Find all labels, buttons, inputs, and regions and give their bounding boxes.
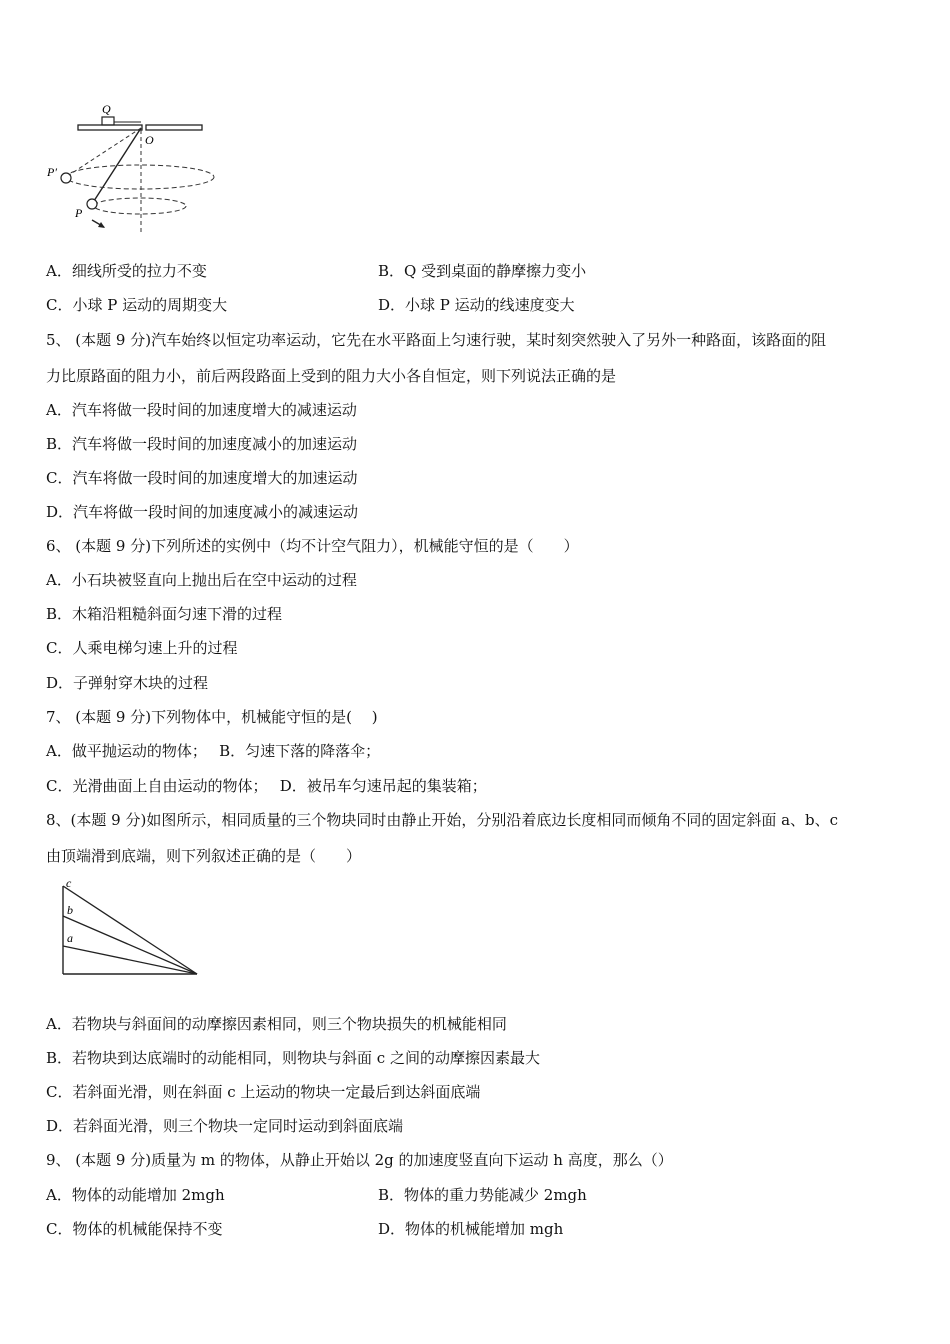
incline-b (63, 916, 197, 974)
ball-p (87, 199, 97, 209)
q9-option-d: D．物体的机械能增加 mgh (378, 1220, 564, 1238)
conical-pendulum-figure (44, 100, 224, 235)
incline-a (63, 946, 197, 974)
q7-options-cd: C．光滑曲面上自由运动的物体； D．被吊车匀速吊起的集装箱； (46, 777, 487, 795)
q6-option-c: C．人乘电梯匀速上升的过程 (46, 639, 238, 657)
q5-option-d: D．汽车将做一段时间的加速度减小的减速运动 (46, 503, 359, 521)
label-c: c (66, 876, 72, 890)
q9-stem: 9、 (本题 9 分)质量为 m 的物体，从静止开始以 2g 的加速度竖直向下运动 h 高度，那么（） (46, 1151, 673, 1169)
q4-option-b: B．Q 受到桌面的静摩擦力变小 (378, 262, 587, 280)
q5-option-c: C．汽车将做一段时间的加速度增大的加速运动 (46, 469, 358, 487)
q8-option-d: D．若斜面光滑，则三个物块一定同时运动到斜面底端 (46, 1117, 404, 1135)
q9-option-a: A．物体的动能增加 2mgh (46, 1186, 225, 1204)
string-to-p (92, 128, 141, 204)
label-o: O (145, 133, 154, 147)
label-p: P (75, 206, 83, 220)
table-top-left (78, 125, 142, 130)
string-to-p-prime (66, 128, 141, 177)
q5-option-b: B．汽车将做一段时间的加速度减小的加速运动 (46, 435, 358, 453)
q7-options-ab: A．做平抛运动的物体； B．匀速下落的降落伞； (46, 742, 381, 760)
orbit-upper (66, 165, 214, 189)
motion-arrow-head (98, 222, 105, 228)
q5-stem-line2: 力比原路面的阻力小，前后两段路面上受到的阻力大小各自恒定，则下列说法正确的是 (46, 367, 617, 385)
q9-option-b: B．物体的重力势能减少 2mgh (378, 1186, 587, 1204)
q6-stem: 6、 (本题 9 分)下列所述的实例中（均不计空气阻力），机械能守恒的是（ ） (46, 537, 579, 555)
q6-option-d: D．子弹射穿木块的过程 (46, 674, 209, 692)
q8-option-a: A．若物块与斜面间的动摩擦因素相同，则三个物块损失的机械能相同 (46, 1015, 507, 1033)
q4-option-a: A．细线所受的拉力不变 (46, 262, 207, 280)
q8-option-b: B．若物块到达底端时的动能相同，则物块与斜面 c 之间的动摩擦因素最大 (46, 1049, 540, 1067)
block-q (102, 117, 114, 125)
label-b: b (67, 903, 73, 917)
q8-stem-line2: 由顶端滑到底端，则下列叙述正确的是（ ） (46, 847, 362, 865)
inclines-figure (55, 876, 205, 981)
q5-stem-line1: 5、 (本题 9 分)汽车始终以恒定功率运动，它先在水平路面上匀速行驶，某时刻突然驶入了另外一种路面，该路面的阻 (46, 331, 827, 349)
label-p-prime: P′ (47, 165, 57, 179)
q8-stem-line1: 8、(本题 9 分)如图所示，相同质量的三个物块同时由静止开始，分别沿着底边长度相同而倾角不同的固定斜面 a、b、c (46, 811, 839, 829)
q8-option-c: C．若斜面光滑，则在斜面 c 上运动的物块一定最后到达斜面底端 (46, 1083, 481, 1101)
incline-c (63, 886, 197, 974)
q6-option-b: B．木箱沿粗糙斜面匀速下滑的过程 (46, 605, 283, 623)
q4-option-d: D．小球 P 运动的线速度变大 (378, 296, 575, 314)
q9-option-c: C．物体的机械能保持不变 (46, 1220, 223, 1238)
label-a: a (67, 931, 73, 945)
q5-option-a: A．汽车将做一段时间的加速度增大的减速运动 (46, 401, 357, 419)
q7-stem: 7、 (本题 9 分)下列物体中，机械能守恒的是( ) (46, 708, 378, 726)
ball-p-prime (61, 173, 71, 183)
label-q: Q (102, 102, 111, 116)
q4-option-c: C．小球 P 运动的周期变大 (46, 296, 228, 314)
table-top-right (146, 125, 202, 130)
q6-option-a: A．小石块被竖直向上抛出后在空中运动的过程 (46, 571, 357, 589)
orbit-lower (94, 198, 186, 214)
